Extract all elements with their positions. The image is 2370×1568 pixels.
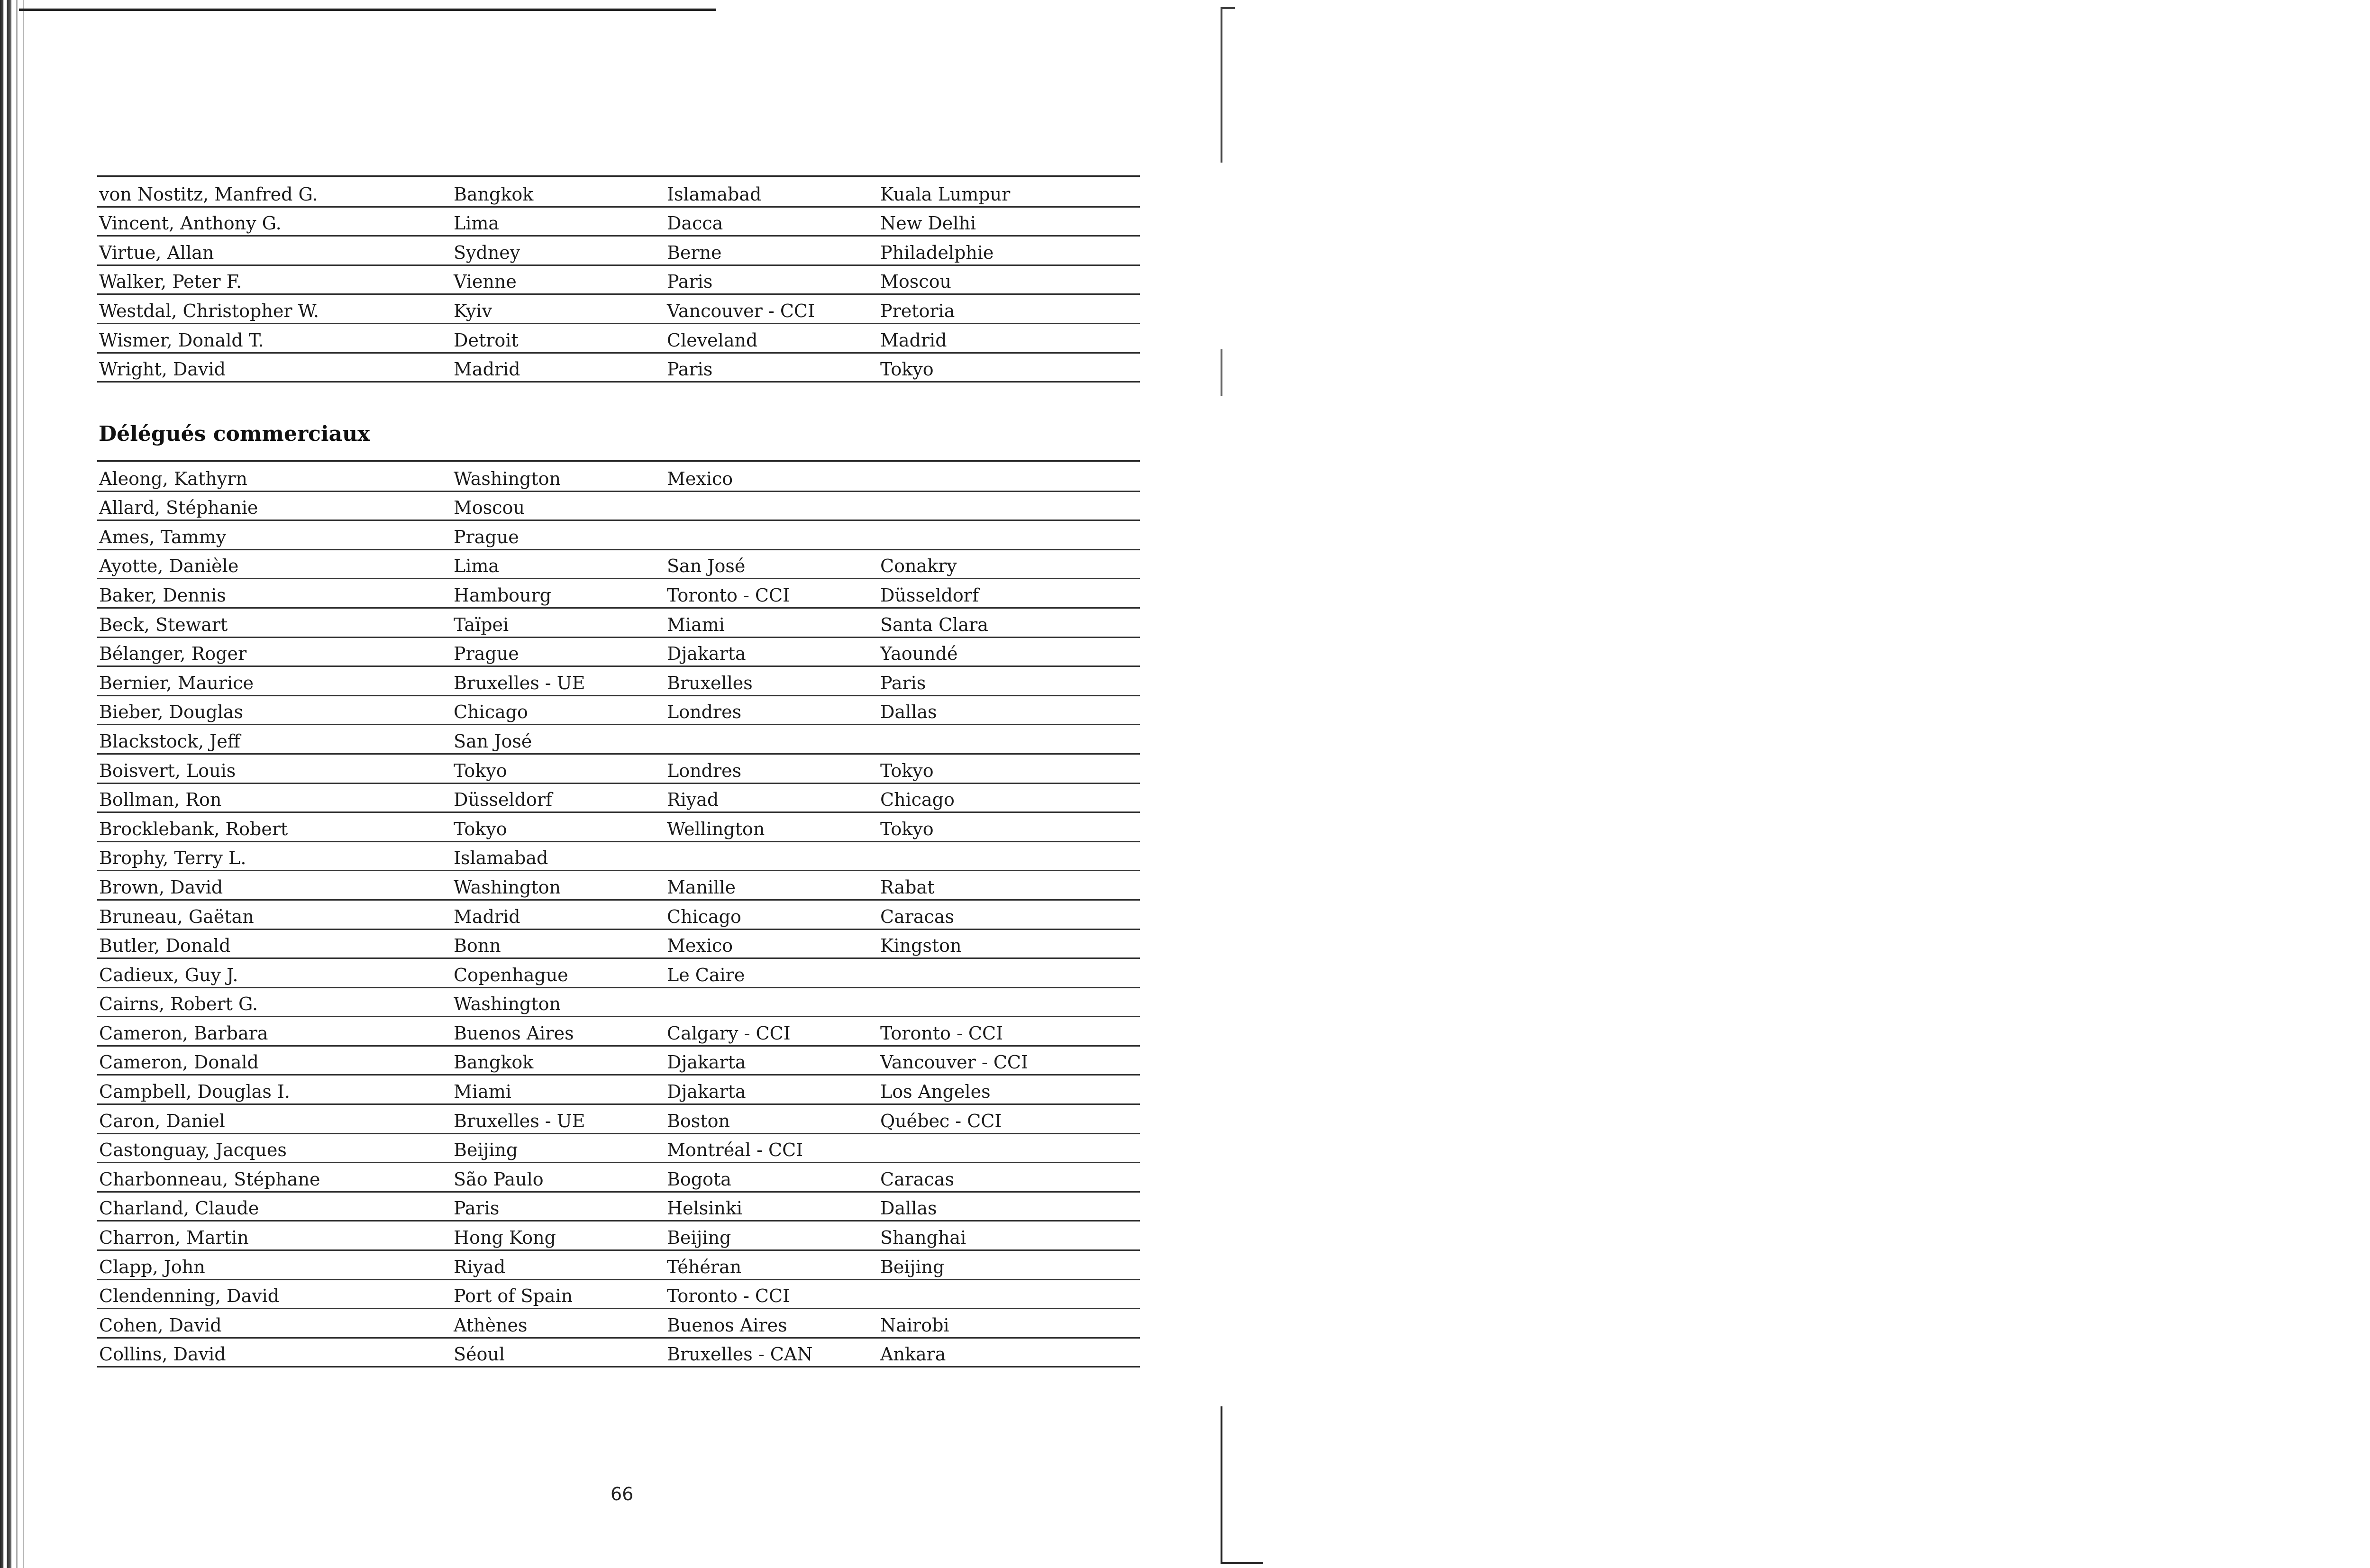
cell-posting-2: Islamabad — [667, 183, 762, 205]
table-row — [97, 696, 1140, 726]
cell-posting-2: Londres — [667, 702, 742, 723]
cell-posting-2: Bruxelles — [667, 672, 753, 693]
cell-posting-1: Kyiv — [454, 300, 492, 321]
cell-posting-2: Boston — [667, 1110, 730, 1131]
scan-border — [19, 9, 716, 11]
cell-posting-2: Helsinki — [667, 1198, 743, 1219]
table-row — [97, 784, 1140, 813]
cell-name: Cairns, Robert G. — [99, 994, 258, 1015]
table-row — [97, 354, 1140, 383]
cell-posting-2: Le Caire — [667, 964, 745, 985]
cell-posting-3: Los Angeles — [880, 1081, 991, 1103]
cell-name: Bélanger, Roger — [99, 643, 247, 665]
cell-posting-3: Ankara — [880, 1344, 946, 1365]
cell-name: Cohen, David — [99, 1314, 222, 1336]
cell-posting-1: Washington — [454, 876, 561, 898]
table-row — [97, 930, 1140, 959]
table-row — [97, 1017, 1140, 1047]
cell-posting-1: Madrid — [454, 359, 520, 380]
cell-posting-1: Washington — [454, 994, 561, 1015]
cell-posting-1: Bangkok — [454, 183, 534, 205]
cell-posting-1: Athènes — [454, 1314, 528, 1336]
cell-posting-3: Paris — [880, 672, 926, 693]
cell-posting-1: Séoul — [454, 1344, 505, 1365]
cell-name: Wright, David — [99, 359, 226, 380]
table-row — [97, 1309, 1140, 1339]
cell-posting-1: Washington — [454, 468, 561, 489]
table-row — [97, 1251, 1140, 1280]
table-row — [97, 266, 1140, 295]
cell-name: Ayotte, Danièle — [99, 556, 239, 577]
cell-posting-1: Taïpei — [454, 614, 509, 635]
cell-posting-2: Paris — [667, 271, 713, 292]
cell-posting-3: Dallas — [880, 702, 937, 723]
cell-name: Blackstock, Jeff — [99, 730, 240, 752]
cell-posting-1: Düsseldorf — [454, 789, 553, 811]
table-row — [97, 1105, 1140, 1134]
table-row — [97, 237, 1140, 266]
table-top-rule — [97, 460, 1140, 462]
cell-posting-2: Djakarta — [667, 1081, 746, 1103]
table-row — [97, 1222, 1140, 1251]
binding-edge — [0, 0, 33, 1568]
table-row — [97, 208, 1140, 237]
cell-posting-2: Dacca — [667, 213, 723, 234]
cell-posting-3: Tokyo — [880, 359, 934, 380]
cell-name: Brocklebank, Robert — [99, 818, 288, 839]
cell-posting-1: Hong Kong — [454, 1227, 556, 1249]
cell-posting-1: San José — [454, 730, 532, 752]
table-row — [97, 1076, 1140, 1105]
cell-posting-3: Québec - CCI — [880, 1110, 1002, 1131]
cell-name: von Nostitz, Manfred G. — [99, 183, 318, 205]
table-row — [97, 1134, 1140, 1164]
scan-mark — [1221, 1562, 1263, 1564]
table-row — [97, 755, 1140, 784]
cell-name: Aleong, Kathyrn — [99, 468, 247, 489]
cell-posting-1: Beijing — [454, 1140, 518, 1161]
cell-name: Brown, David — [99, 876, 223, 898]
table-row — [97, 1339, 1140, 1368]
table-row — [97, 725, 1140, 755]
cell-name: Brophy, Terry L. — [99, 848, 246, 869]
cell-posting-1: Riyad — [454, 1256, 506, 1277]
table-row — [97, 1280, 1140, 1310]
scan-mark — [1221, 7, 1235, 9]
cell-posting-2: Djakarta — [667, 1052, 746, 1073]
cell-posting-3: Tokyo — [880, 818, 934, 839]
cell-posting-1: Madrid — [454, 906, 520, 927]
cell-name: Boisvert, Louis — [99, 760, 236, 781]
cell-posting-1: Paris — [454, 1198, 500, 1219]
cell-posting-2: Téhéran — [667, 1256, 742, 1277]
cell-posting-3: New Delhi — [880, 213, 976, 234]
cell-posting-3: Pretoria — [880, 300, 955, 321]
cell-posting-3: Shanghai — [880, 1227, 966, 1249]
table-top-rule — [97, 175, 1140, 177]
table-row — [97, 463, 1140, 492]
cell-name: Clendenning, David — [99, 1285, 280, 1307]
cell-posting-2: Manille — [667, 876, 736, 898]
cell-posting-3: Caracas — [880, 1168, 954, 1190]
cell-posting-1: Tokyo — [454, 818, 507, 839]
cell-posting-2: San José — [667, 556, 746, 577]
cell-posting-1: Vienne — [454, 271, 517, 292]
table-row — [97, 1163, 1140, 1193]
cell-name: Wismer, Donald T. — [99, 329, 264, 351]
cell-name: Cadieux, Guy J. — [99, 964, 238, 985]
cell-name: Vincent, Anthony G. — [99, 213, 282, 234]
cell-posting-2: Beijing — [667, 1227, 731, 1249]
table-row — [97, 579, 1140, 609]
cell-posting-3: Beijing — [880, 1256, 945, 1277]
cell-posting-3: Santa Clara — [880, 614, 988, 635]
cell-posting-2: Bruxelles - CAN — [667, 1344, 813, 1365]
cell-posting-2: Paris — [667, 359, 713, 380]
table-row — [97, 492, 1140, 521]
cell-posting-1: Sydney — [454, 242, 520, 263]
table-row — [97, 959, 1140, 988]
trade-commissioners-table — [97, 460, 1140, 1367]
table-row — [97, 667, 1140, 696]
cell-posting-2: Mexico — [667, 935, 733, 957]
cell-posting-2: Buenos Aires — [667, 1314, 787, 1336]
cell-name: Ames, Tammy — [99, 526, 227, 547]
cell-posting-3: Nairobi — [880, 1314, 949, 1336]
table-row — [97, 813, 1140, 842]
cell-posting-3: Kuala Lumpur — [880, 183, 1011, 205]
table-row — [97, 324, 1140, 354]
cell-posting-3: Yaoundé — [880, 643, 958, 665]
cell-posting-2: Toronto - CCI — [667, 1285, 790, 1307]
cell-posting-1: Lima — [454, 556, 500, 577]
cell-posting-2: Djakarta — [667, 643, 746, 665]
cell-name: Campbell, Douglas I. — [99, 1081, 290, 1103]
cell-posting-1: Moscou — [454, 497, 525, 519]
cell-posting-3: Kingston — [880, 935, 962, 957]
cell-posting-2: Berne — [667, 242, 722, 263]
cell-posting-1: Tokyo — [454, 760, 507, 781]
cell-name: Walker, Peter F. — [99, 271, 242, 292]
cell-posting-1: Prague — [454, 643, 519, 665]
cell-posting-2: Montréal - CCI — [667, 1140, 803, 1161]
cell-posting-1: Bonn — [454, 935, 501, 957]
table-row — [97, 1047, 1140, 1076]
cell-name: Westdal, Christopher W. — [99, 300, 319, 321]
cell-posting-3: Düsseldorf — [880, 584, 979, 606]
cell-posting-2: Wellington — [667, 818, 765, 839]
cell-posting-1: Buenos Aires — [454, 1022, 574, 1044]
cell-posting-1: Islamabad — [454, 848, 548, 869]
right-page — [1204, 0, 2370, 1568]
cell-name: Butler, Donald — [99, 935, 231, 957]
cell-name: Bieber, Douglas — [99, 702, 243, 723]
cell-posting-2: Calgary - CCI — [667, 1022, 791, 1044]
table-row — [97, 609, 1140, 638]
cell-posting-2: Londres — [667, 760, 742, 781]
cell-name: Bollman, Ron — [99, 789, 222, 811]
table-row — [97, 638, 1140, 667]
table-row — [97, 842, 1140, 872]
cell-posting-3: Rabat — [880, 876, 935, 898]
cell-posting-2: Bogota — [667, 1168, 731, 1190]
cell-posting-1: Copenhague — [454, 964, 568, 985]
cell-posting-1: Prague — [454, 526, 519, 547]
cell-posting-3: Moscou — [880, 271, 951, 292]
table-row — [97, 178, 1140, 208]
cell-posting-3: Tokyo — [880, 760, 934, 781]
page-number: 66 — [611, 1484, 634, 1504]
cell-posting-1: Hambourg — [454, 584, 551, 606]
cell-name: Caron, Daniel — [99, 1110, 225, 1131]
cell-posting-3: Madrid — [880, 329, 947, 351]
cell-name: Charbonneau, Stéphane — [99, 1168, 320, 1190]
cell-posting-2: Vancouver - CCI — [667, 300, 815, 321]
cell-name: Cameron, Barbara — [99, 1022, 268, 1044]
cell-name: Allard, Stéphanie — [99, 497, 258, 519]
cell-name: Baker, Dennis — [99, 584, 226, 606]
table-row — [97, 550, 1140, 580]
section-heading: Délégués commerciaux — [99, 422, 370, 446]
cell-posting-2: Toronto - CCI — [667, 584, 790, 606]
cell-posting-2: Riyad — [667, 789, 719, 811]
cell-posting-1: Detroit — [454, 329, 519, 351]
cell-posting-1: Lima — [454, 213, 500, 234]
cell-posting-1: São Paulo — [454, 1168, 544, 1190]
cell-posting-3: Caracas — [880, 906, 954, 927]
cell-posting-2: Cleveland — [667, 329, 758, 351]
cell-name: Cameron, Donald — [99, 1052, 259, 1073]
cell-name: Bernier, Maurice — [99, 672, 254, 693]
cell-name: Charron, Martin — [99, 1227, 249, 1249]
table-row — [97, 901, 1140, 930]
cell-posting-3: Dallas — [880, 1198, 937, 1219]
cell-name: Bruneau, Gaëtan — [99, 906, 254, 927]
cell-posting-3: Toronto - CCI — [880, 1022, 1003, 1044]
cell-posting-1: Bruxelles - UE — [454, 1110, 585, 1131]
cell-posting-1: Port of Spain — [454, 1285, 573, 1307]
cell-posting-2: Mexico — [667, 468, 733, 489]
cell-posting-1: Bangkok — [454, 1052, 534, 1073]
cell-posting-3: Chicago — [880, 789, 955, 811]
cell-posting-1: Chicago — [454, 702, 528, 723]
cell-posting-3: Philadelphie — [880, 242, 994, 263]
table-row — [97, 295, 1140, 324]
cell-posting-1: Miami — [454, 1081, 511, 1103]
cell-name: Castonguay, Jacques — [99, 1140, 287, 1161]
cell-name: Beck, Stewart — [99, 614, 228, 635]
table-row — [97, 1193, 1140, 1222]
cell-posting-2: Miami — [667, 614, 725, 635]
cell-name: Charland, Claude — [99, 1198, 259, 1219]
binding-edge — [1221, 7, 1222, 1562]
cell-posting-2: Chicago — [667, 906, 741, 927]
table-row — [97, 871, 1140, 901]
cell-name: Clapp, John — [99, 1256, 205, 1277]
cell-posting-1: Bruxelles - UE — [454, 672, 585, 693]
cell-posting-3: Conakry — [880, 556, 957, 577]
cell-name: Virtue, Allan — [99, 242, 214, 263]
table-row — [97, 988, 1140, 1018]
cell-name: Collins, David — [99, 1344, 226, 1365]
cell-posting-3: Vancouver - CCI — [880, 1052, 1028, 1073]
table-row — [97, 521, 1140, 550]
postings-table-continued — [97, 175, 1140, 383]
